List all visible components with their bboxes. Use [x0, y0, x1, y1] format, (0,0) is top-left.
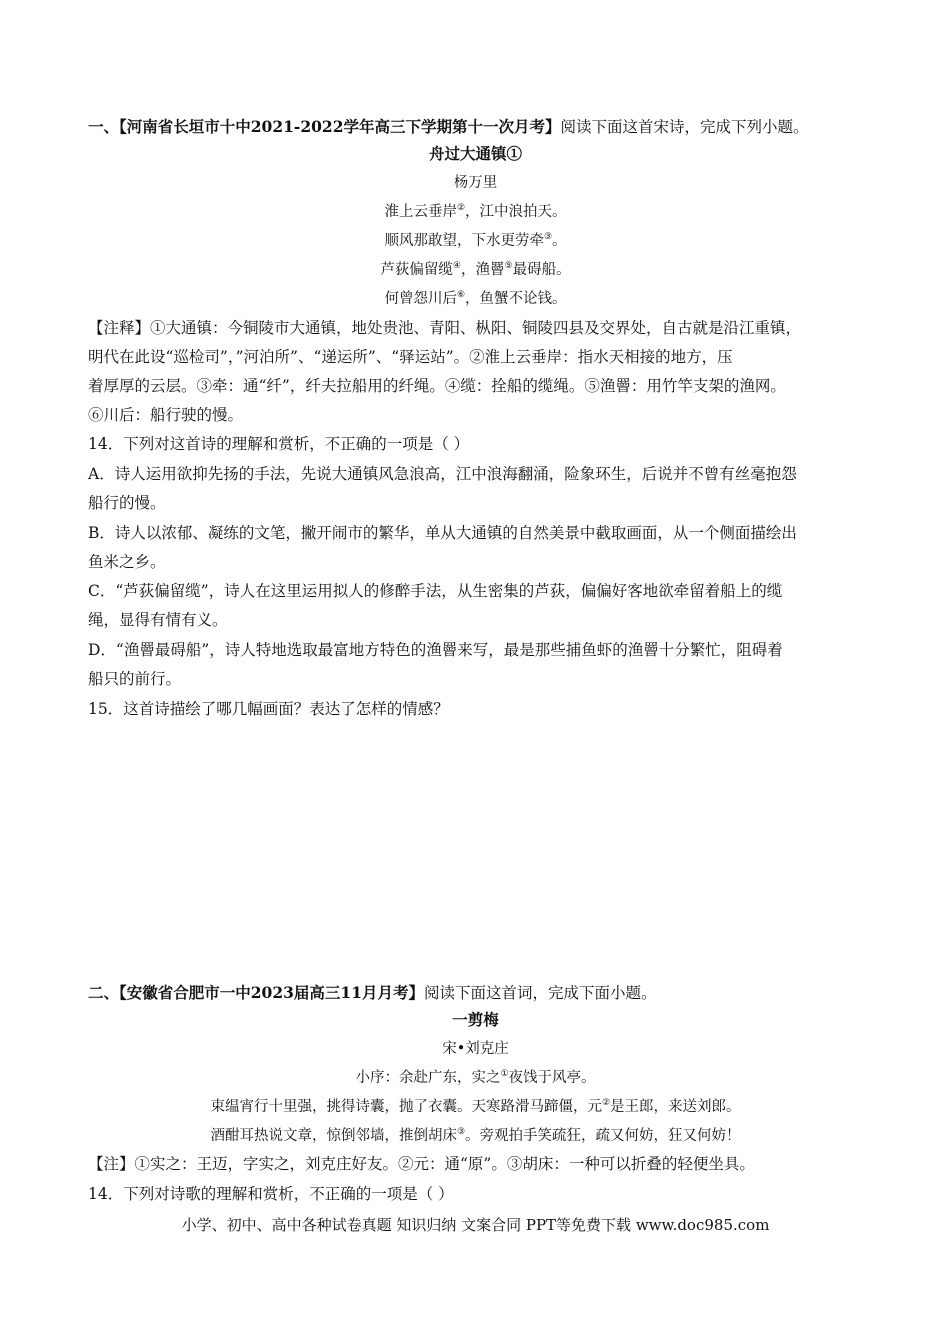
section-number: 二、 — [88, 983, 120, 1002]
poem-title: 舟过大通镇① — [428, 144, 522, 163]
option-b-cont: 鱼米之乡。 — [88, 553, 166, 571]
page-footer: 小学、初中、高中各种试卷真题 知识归纳 文案合同 PPT等免费下载 www.doc985.com — [181, 1216, 770, 1234]
option-b: B．诗人以浓郁、凝练的文笔，撇开闹市的繁华，单从大通镇的自然美景中截取画面，从一个侧面描绘出 — [88, 524, 797, 542]
poem-line-1: 束缊宵行十里强，挑得诗囊，抛了衣囊。天寒路滑马蹄僵，元②是王郎，来送刘郎。 — [210, 1098, 741, 1115]
section-instruction: 阅读下面这首词，完成下面小题。 — [423, 984, 657, 1002]
poem-preface: 小序：余赴广东，实之①夜饯于风亭。 — [355, 1069, 596, 1086]
option-c: C．“芦荻偏留缆”，诗人在这里运用拟人的修醉手法，从生密集的芦荻，偏偏好客地欲牵留着船上的缆 — [88, 582, 783, 600]
poem-line-4: 何曾怨川后⑥，鱼蟹不论钱。 — [384, 290, 567, 307]
poem-line-2: 酒酣耳热说文章，惊倒邻墙，推倒胡床③。旁观拍手笑疏狂，疏又何妨，狂又何妨！ — [210, 1127, 741, 1144]
notes-line: 【注释】①大通镇：今铜陵市大通镇，地处贵池、青阳、枞阳、铜陵四县及交界处，自古就是沿江重镇， — [88, 319, 802, 337]
question-14: 14．下列对诗歌的理解和赏析，不正确的一项是（ ） — [88, 1185, 454, 1203]
question-14: 14．下列对这首诗的理解和赏析，不正确的一项是（ ） — [88, 435, 470, 453]
option-d-cont: 船只的前行。 — [88, 670, 182, 688]
poem-author: 宋•刘克庄 — [442, 1041, 509, 1057]
poem-line-1: 淮上云垂岸②，江中浪拍天。 — [384, 203, 567, 220]
notes-line: 【注】①实之：王迈，字实之，刘克庄好友。②元：通“原”。③胡床：一种可以折叠的轻便坐具。 — [88, 1155, 755, 1173]
section1-heading — [88, 112, 863, 143]
section-number: 一、 — [88, 117, 120, 136]
notes-line: 着厚厚的云层。③牵：通“纤”，纤夫拉船用的纤绳。④缆：拴船的缆绳。⑤渔罾：用竹竿支架的渔网。 — [88, 377, 786, 395]
option-a-cont: 船行的慢。 — [88, 494, 166, 512]
section-instruction: 阅读下面这首宋诗，完成下列小题。 — [560, 118, 809, 136]
section2-heading — [88, 978, 863, 1009]
poem-line-3: 芦荻偏留缆④，渔罾⑤最碍船。 — [380, 261, 571, 278]
question-15: 15．这首诗描绘了哪几幅画面？表达了怎样的情感？ — [88, 700, 449, 718]
section-source: 【安徽省合肥市一中2023届高三11月月考】 — [119, 983, 424, 1002]
option-d: D．“渔罾最碍船”，诗人特地选取最富地方特色的渔罾来写，最是那些捕鱼虾的渔罾十分繁忙，阻碍着 — [88, 641, 783, 659]
poem-title: 一剪梅 — [452, 1010, 499, 1029]
option-c-cont: 绳，显得有情有义。 — [88, 611, 228, 629]
poem-line-2: 顺风那敢望，下水更劳牵③。 — [384, 232, 567, 249]
poem-author: 杨万里 — [453, 175, 498, 191]
notes-line: 明代在此设“巡检司”，”河泊所”、“递运所”、“驿运站”。②淮上云垂岸：指水天相接的地方，压 — [88, 348, 733, 366]
section-source: 【河南省长垣市十中2021-2022学年高三下学期第十一次月考】 — [119, 117, 561, 136]
notes-line: ⑥川后：船行驶的慢。 — [88, 406, 244, 424]
option-a: A．诗人运用欲抑先扬的手法，先说大通镇风急浪高，江中浪海翻涌，险象环生，后说并不曾有丝毫抱怨 — [88, 465, 797, 483]
